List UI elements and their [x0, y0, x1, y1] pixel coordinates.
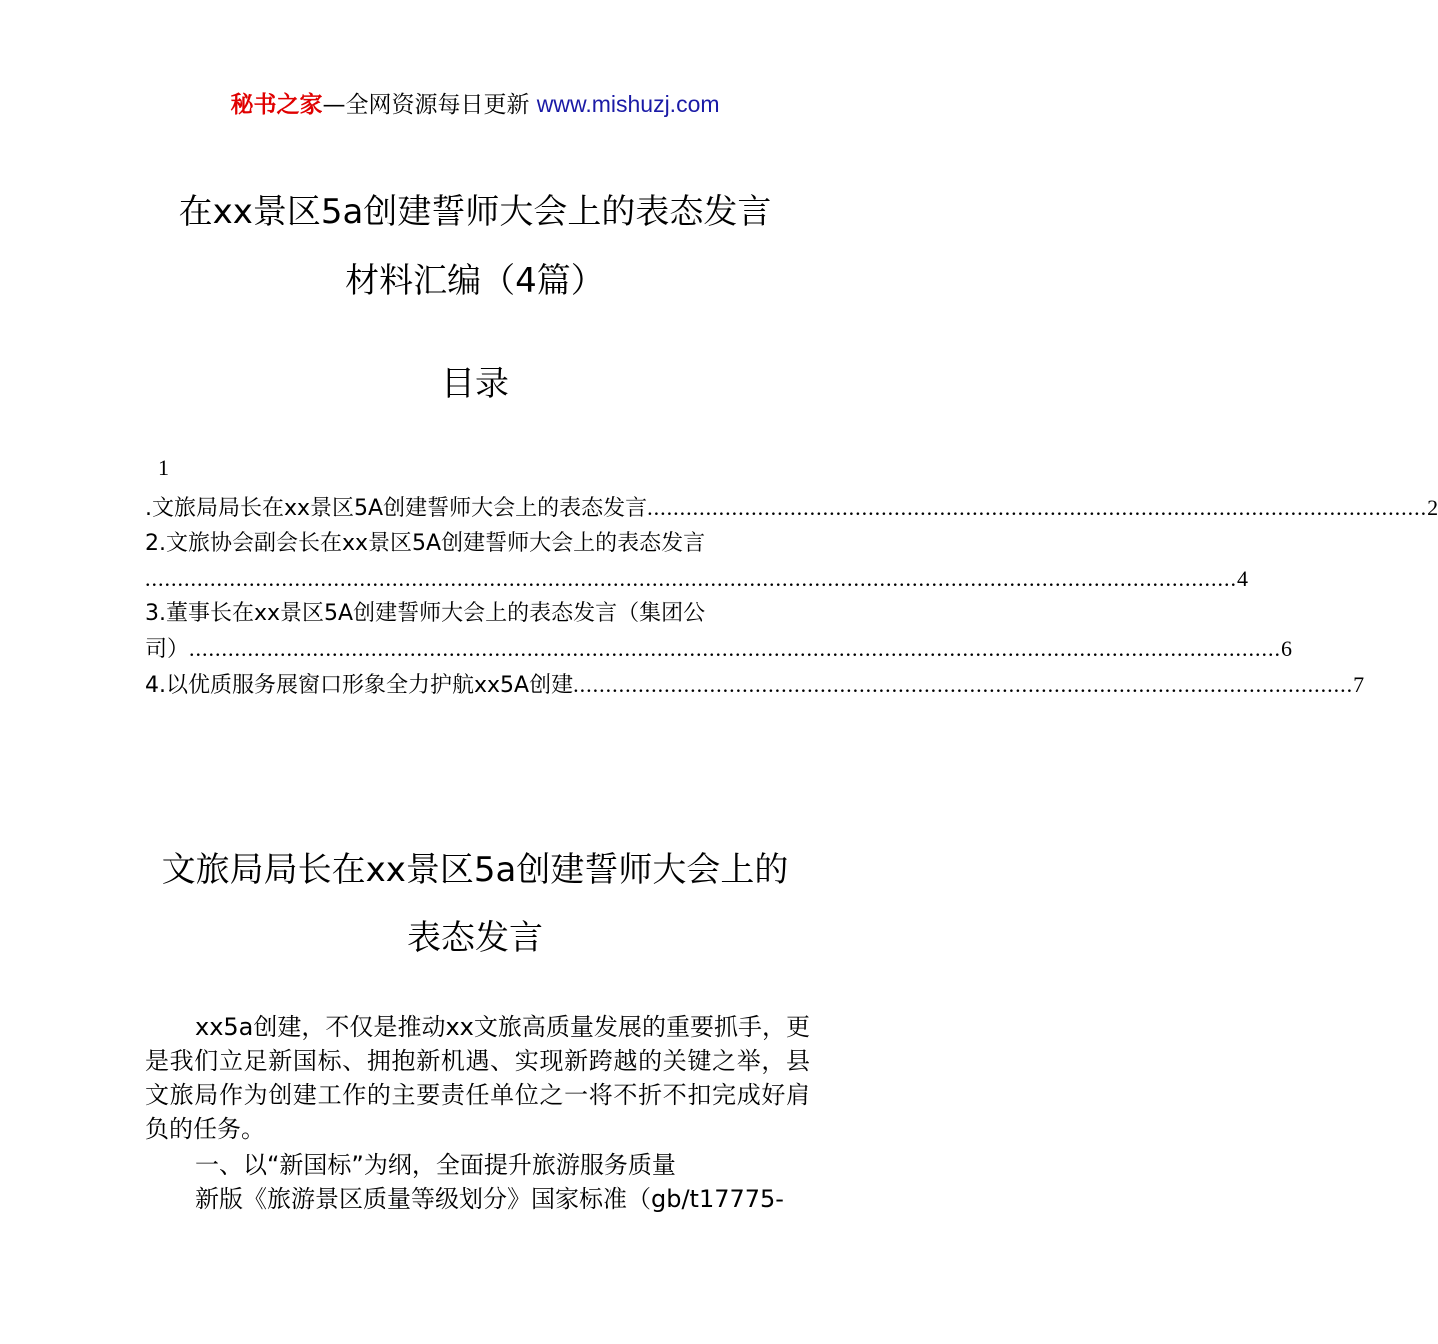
toc-item-2[interactable] — [145, 526, 1248, 596]
document-title-line-1: 在xx景区5a创建誓师大会上的表态发言 — [178, 192, 772, 232]
body-paragraph: xx5a创建，不仅是推动xx文旅高质量发展的重要抓手，更是我们立足新国标、拥抱新机遇、实现新跨越的关键之举，县文旅局作为创建工作的主要责任单位之一将不折不扣完成好肩负的任务。 — [145, 1013, 810, 1143]
section-title-line-2: 表态发言 — [407, 918, 543, 958]
toc-item-text: 2.文旅协会副会长在xx景区5A创建誓师大会上的表态发言 — [145, 531, 706, 556]
toc-page-number: 7 — [1353, 672, 1365, 697]
toc-item-1[interactable] — [145, 490, 1438, 526]
toc-item-4[interactable] — [145, 667, 1365, 703]
site-banner — [0, 88, 950, 121]
toc-leader: ........................................................................................................................................................................ — [145, 566, 1237, 591]
banner-brand: 秘书之家 — [230, 92, 323, 118]
toc-leader: ........................................................................................................................ — [573, 672, 1354, 697]
toc-heading: 目录 — [441, 364, 509, 404]
toc-page-number: 4 — [1237, 566, 1248, 591]
toc-item-text: 4.以优质服务展窗口形象全力护航xx5A创建 — [145, 673, 574, 698]
toc-leader: ........................................................................................................................................................................ — [189, 636, 1282, 661]
body-paragraph: 新版《旅游景区质量等级划分》国家标准（gb/t17775- — [195, 1185, 784, 1213]
toc-item-text-line-1: 3.董事长在xx景区5A创建誓师大会上的表态发言（集团公 — [145, 601, 706, 626]
toc-leader: ........................................................................................................................ — [647, 495, 1428, 520]
document-title-line-2: 材料汇编（4篇） — [345, 261, 605, 301]
toc-item-text-line-2: 司） — [145, 637, 190, 662]
toc-item-text: .文旅局局长在xx景区5A创建誓师大会上的表态发言 — [145, 496, 648, 521]
section-title-line-1: 文旅局局长在xx景区5a创建誓师大会上的 — [161, 850, 789, 890]
toc-list — [145, 490, 1438, 703]
section-subheading: 一、以“新国标”为纲，全面提升旅游服务质量 — [195, 1151, 676, 1179]
toc-item-3[interactable] — [145, 596, 1293, 667]
banner-url-link[interactable]: www.mishuzj.com — [536, 91, 720, 117]
toc-page-number: 2 — [1427, 495, 1438, 520]
banner-tagline: —全网资源每日更新 — [322, 92, 530, 118]
toc-leading-number: 1 — [158, 455, 169, 480]
toc-page-number: 6 — [1281, 636, 1293, 661]
